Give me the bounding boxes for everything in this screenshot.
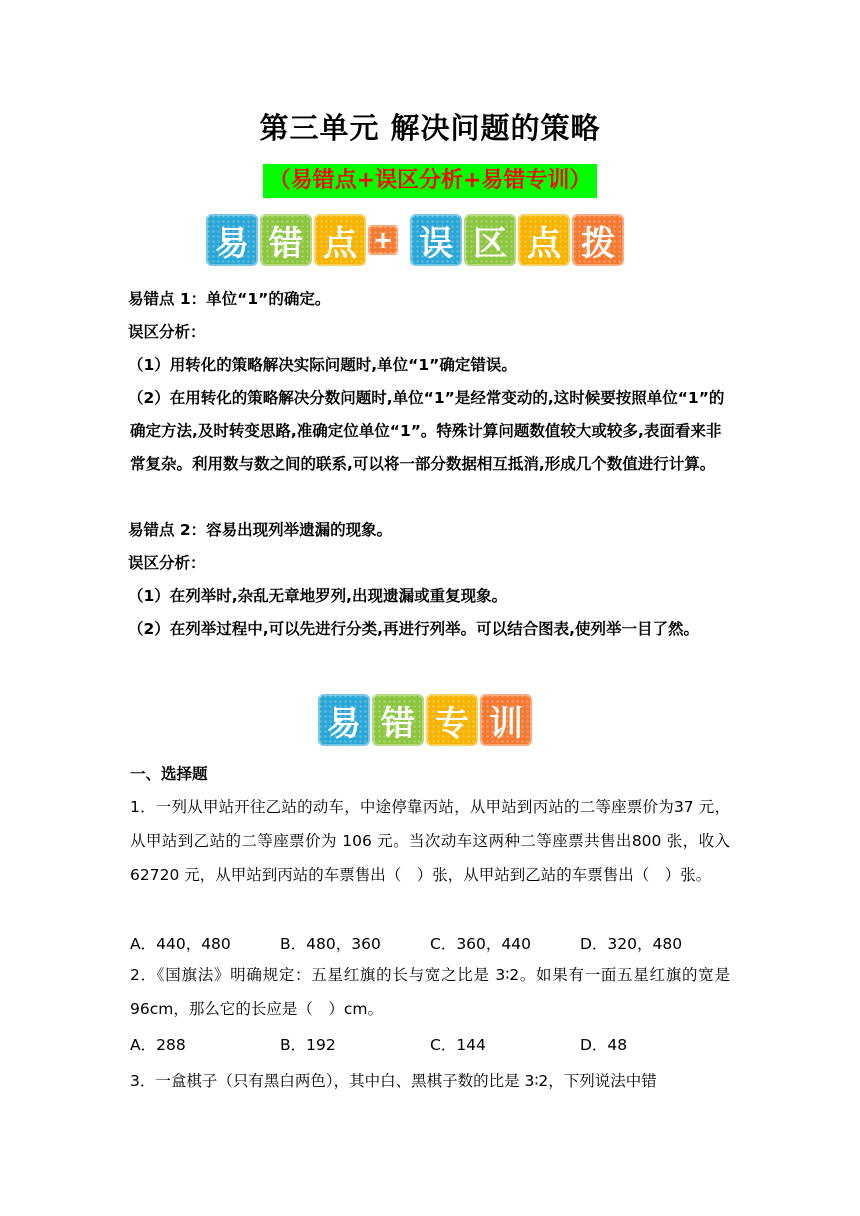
banner-practice [318,694,532,746]
question-2-text: 2．《国旗法》明确规定：五星红旗的长与宽之比是 3∶2。如果有一面五星红旗的宽是 96cm，那么它的长应是（ ）cm。 [130,966,730,1018]
page-subtitle: （易错点+误区分析+易错专训） [263,164,598,198]
question-2-options [130,1033,730,1055]
question-1-options [130,932,730,954]
error-point-1-item-1: （1）用转化的策略解决实际问题时,单位“1”确定错误。 [128,356,517,374]
banner-tile: 训 [480,694,532,746]
banner-tile: 点 [518,214,570,266]
error-point-1-item-2: （2）在用转化的策略解决分数问题时,单位“1”是经常变动的,这时候要按照单位“1”的确定方法,及时转变思路,准确定位单位“1”。特殊计算问题数值较大或较多,表面看来非常复杂。利用数与数之间的联系,可以将一部分数据相互抵消,形成几个数值进行计算。 [128,389,725,473]
banner-tile: 错 [372,694,424,746]
banner-tile: 易 [318,694,370,746]
error-point-2-heading: 易错点 2：容易出现列举遗漏的现象。 [128,521,393,539]
option-d: D．48 [580,1036,628,1054]
option-b: B．480，360 [280,935,381,953]
option-a: A．440，480 [130,935,231,953]
question-1-text: 1．一列从甲站开往乙站的动车，中途停靠丙站，从甲站到丙站的二等座票价为37 元，从甲站到乙站的二等座票价为 106 元。当次动车这两种二等座票共售出800 张，收入 62720 元，从甲站到丙站的车票售出（ ）张，从甲站到乙站的车票售出（ ）张。 [130,798,730,884]
banner-tile: 易 [206,214,258,266]
banner-tile: 专 [426,694,478,746]
banner-error-points [206,214,624,266]
banner-tile: 区 [464,214,516,266]
error-point-1-analysis-label: 误区分析： [128,323,206,341]
banner-tile: 拨 [572,214,624,266]
subtitle-wrap [0,164,860,198]
question-3-text: 3．一盒棋子（只有黑白两色），其中白、黑棋子数的比是 3∶2，下列说法中错 [130,1072,657,1090]
page-title: 第三单元 解决问题的策略 [259,111,601,145]
banner-tile: 错 [260,214,312,266]
error-point-2-item-1: （1）在列举时,杂乱无章地罗列,出现遗漏或重复现象。 [128,587,508,605]
option-b: B．192 [280,1036,336,1054]
error-point-1-heading: 易错点 1：单位“1”的确定。 [128,290,331,308]
option-c: C．360，440 [430,935,531,953]
option-d: D．320，480 [580,935,683,953]
banner-plus-tile: + [368,225,398,255]
error-point-2-analysis-label: 误区分析： [128,554,206,572]
section-heading: 一、选择题 [130,765,208,783]
banner-tile: 点 [314,214,366,266]
option-c: C．144 [430,1036,486,1054]
banner-tile: 误 [410,214,462,266]
error-point-2-item-2: （2）在列举过程中,可以先进行分类,再进行列举。可以结合图表,使列举一目了然。 [128,620,699,638]
option-a: A．288 [130,1036,186,1054]
